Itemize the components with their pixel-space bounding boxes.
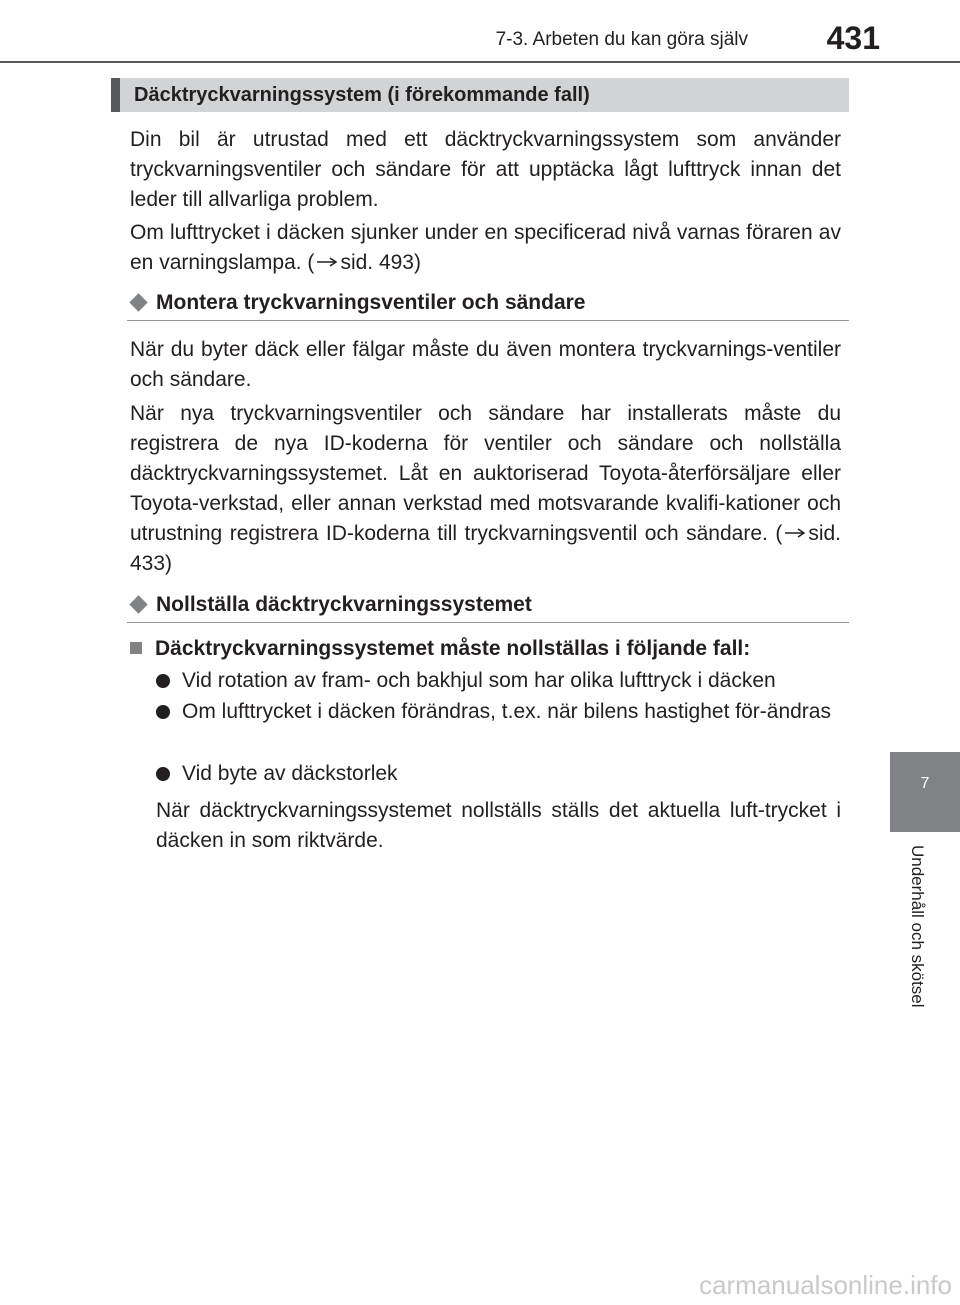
running-header: 7-3. Arbeten du kan göra själv bbox=[495, 29, 748, 50]
mount-paragraph-1: När du byter däck eller fälgar måste du även montera tryckvarnings-ventiler och sändare. bbox=[130, 338, 841, 391]
reset-subheading bbox=[128, 633, 841, 665]
reset-note: När däcktryckvarningssystemet nollställs ställs det aktuella luft-trycket i däcken in som riktvärde. bbox=[156, 799, 841, 852]
list-item bbox=[156, 666, 841, 696]
reset-heading bbox=[127, 588, 849, 623]
bullet-dot-icon bbox=[156, 767, 170, 781]
intro-paragraph-2 bbox=[130, 218, 841, 278]
diamond-icon bbox=[129, 595, 147, 613]
chapter-tab[interactable] bbox=[890, 752, 960, 832]
diamond-icon bbox=[129, 293, 147, 311]
intro-paragraph-2-text: Om lufttrycket i däcken sjunker under en specificerad nivå varnas föraren av en varningslampa. ( bbox=[130, 221, 841, 274]
list-item-text: Vid byte av däckstorlek bbox=[182, 762, 398, 785]
square-bullet-icon bbox=[130, 642, 142, 654]
arrow-right-icon bbox=[784, 528, 806, 538]
mount-paragraph-2-text: När nya tryckvarningsventiler och sändare har installerats måste du registrera de nya ID-koderna för ventiler och sändare och nollställa däcktryckvarningssystemet. Låt en auktoriserad Toyota-återförsäljare eller Toyota-verkstad, eller annan verkstad med motsvarande kvalifi-kationer och utrustning registrera ID-koderna till tryckvarningsventil och sändare. ( bbox=[130, 402, 841, 545]
arrow-right-icon bbox=[316, 257, 338, 267]
page-reference-link[interactable]: sid. 493) bbox=[340, 251, 421, 274]
section-title: Däcktryckvarningssystem (i förekommande fall) bbox=[111, 78, 849, 112]
list-item bbox=[156, 697, 841, 727]
page-reference-link[interactable]: sid. 433) bbox=[130, 522, 841, 575]
reset-heading-text: Nollställa däcktryckvarningssystemet bbox=[156, 593, 532, 616]
list-item-text: Om lufttrycket i däcken förändras, t.ex. när bilens hastighet för-ändras bbox=[182, 700, 831, 723]
reset-subheading-text: Däcktryckvarningssystemet måste nollställas i följande fall: bbox=[155, 637, 751, 660]
watermark: carmanualsonline.info bbox=[699, 1270, 952, 1300]
chapter-number: 7 bbox=[920, 775, 930, 792]
header-divider bbox=[0, 61, 960, 63]
mount-heading-text: Montera tryckvarningsventiler och sändare bbox=[156, 291, 586, 314]
list-item-text: Vid rotation av fram- och bakhjul som har olika lufttryck i däcken bbox=[182, 669, 776, 692]
bullet-dot-icon bbox=[156, 705, 170, 719]
list-item bbox=[156, 759, 841, 789]
mount-heading bbox=[127, 286, 849, 321]
chapter-label: Underhåll och skötsel bbox=[908, 845, 927, 1008]
page-number: 431 bbox=[826, 20, 880, 56]
bullet-dot-icon bbox=[156, 674, 170, 688]
intro-paragraph-1: Din bil är utrustad med ett däcktryckvarningssystem som använder tryckvarningsventiler och sändare för att upptäcka lågt lufttryck innan det leder till allvarliga problem. bbox=[130, 128, 841, 211]
mount-paragraph-2 bbox=[130, 399, 841, 579]
